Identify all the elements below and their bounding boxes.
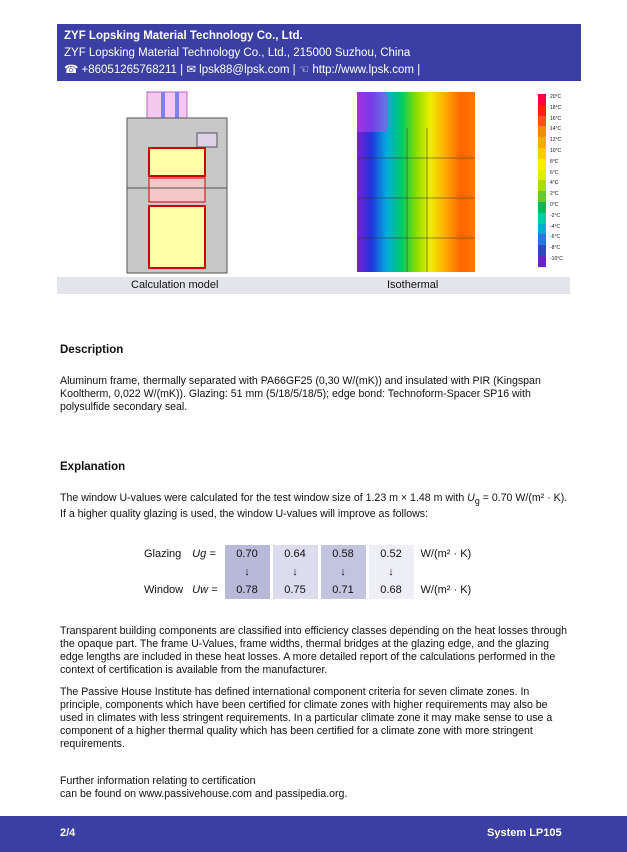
- ug-value: 0.58: [321, 545, 366, 563]
- explanation-title: Explanation: [60, 461, 126, 473]
- figure-captions: [57, 277, 570, 294]
- scale-label: -8°C: [550, 245, 561, 252]
- scale-label: 18°C: [550, 104, 562, 111]
- scale-swatch: [538, 116, 546, 127]
- scale-label: 14°C: [550, 126, 562, 133]
- scale-swatch: [538, 159, 546, 170]
- scale-label: 0°C: [550, 202, 559, 208]
- body-paragraph-2: The Passive House Institute has defined international component criteria for seven climate zones. In principle, components which have been certified for climate zones with higher requirements may also be used in climates with less stringent requirements. In a particular climate zone it may make sense to use a component of a higher thermal quality which has been certified for a climate zone with more stringent requirements.: [60, 686, 553, 750]
- web-address[interactable]: http://www.lpsk.com: [312, 64, 414, 76]
- further-info: Further information relating to certification can be found on www.passivehouse.com and passipedia.org.: [60, 775, 348, 800]
- scale-swatch: [538, 180, 546, 191]
- glazing-symbol: Ug =: [192, 548, 216, 560]
- scale-swatch: [538, 126, 546, 137]
- web-icon: ☜: [298, 64, 310, 76]
- scale-swatch: [538, 224, 546, 235]
- arrow-icon: ↓: [321, 563, 366, 581]
- scale-label: 6°C: [550, 169, 559, 176]
- isothermal-drawing: [357, 92, 475, 272]
- system-name: System LP105: [487, 827, 562, 839]
- scale-label: -6°C: [550, 234, 561, 241]
- ug-value: 0.70: [225, 545, 270, 563]
- description-title: Description: [60, 344, 124, 356]
- header-banner: [57, 24, 581, 81]
- scale-swatch: [538, 137, 546, 148]
- ug-value: 0.52: [369, 545, 414, 563]
- description-text: Aluminum frame, thermally separated with PA66GF25 (0,30 W/(mK)) and insulated with PIR (Kingspan Kooltherm, 0,022 W/(mK)). Glazing: 51 mm (5/18/5/18/5); edge bond: Technoform-Spacer SP16 with polysulfide secondary seal.: [60, 375, 541, 413]
- body-paragraph-1: Transparent building components are classified into efficiency classes depending on the heat losses through the opaque part. The frame U-Values, frame widths, thermal bridges at the glazing edge, and the glazing edge lengths are included in these heat losses. A more detailed report of the calculations performed in the context of certification is available from the manufacturer.: [60, 625, 568, 676]
- window-row: [140, 581, 475, 599]
- email-icon: ✉: [186, 64, 196, 76]
- scale-label: -4°C: [550, 223, 561, 230]
- uw-value: 0.78: [225, 581, 270, 599]
- window-symbol: Uw =: [192, 584, 218, 596]
- uw-value: 0.75: [273, 581, 318, 599]
- window-label: Window: [144, 584, 184, 596]
- scale-label: 4°C: [550, 180, 559, 187]
- scale-label: -2°C: [550, 212, 561, 219]
- arrow-icon: ↓: [225, 563, 270, 581]
- calculation-model-drawing: [127, 92, 227, 273]
- ug-value: 0.64: [273, 545, 318, 563]
- caption-isothermal: Isothermal: [387, 279, 439, 291]
- arrow-icon: ↓: [369, 563, 414, 581]
- company-name: ZYF Lopsking Material Technology Co., Ltd.: [64, 30, 303, 42]
- scale-label: 16°C: [550, 115, 562, 122]
- glazing-row: [140, 545, 475, 563]
- window-unit: W/(m² · K): [420, 584, 472, 596]
- scale-swatch: [538, 148, 546, 159]
- u-value-table: [137, 545, 478, 599]
- scale-swatch: [538, 213, 546, 224]
- scale-swatch: [538, 256, 546, 267]
- scale-swatch: [538, 94, 546, 105]
- caption-calculation-model: Calculation model: [131, 279, 219, 291]
- email-address[interactable]: lpsk88@lpsk.com: [199, 64, 290, 76]
- temperature-scale: [538, 94, 563, 267]
- phone-icon: ☎: [64, 64, 79, 76]
- arrow-row: [140, 563, 475, 581]
- scale-label: -10°C: [550, 256, 563, 262]
- scale-swatch: [538, 105, 546, 116]
- scale-label: 2°C: [550, 191, 559, 198]
- phone-number[interactable]: +8605126576821​1: [81, 64, 177, 76]
- glazing-label: Glazing: [144, 548, 182, 560]
- uw-value: 0.71: [321, 581, 366, 599]
- scale-label: 8°C: [550, 158, 559, 165]
- footer-bar: [0, 816, 627, 852]
- uw-value: 0.68: [369, 581, 414, 599]
- scale-swatch: [538, 234, 546, 245]
- glazing-unit: W/(m² · K): [420, 548, 472, 560]
- section-figures: [57, 88, 570, 276]
- scale-swatch: [538, 191, 546, 202]
- company-address: ZYF Lopsking Material Technology Co., Ltd., 215000 Suzhou, China: [64, 47, 411, 59]
- contact-line: ☎ +8605126576821​1 | ✉ lpsk88@lpsk.com | ☜ http://www.lpsk.com |: [64, 64, 421, 76]
- explanation-intro: The window U-values were calculated for the test window size of 1.23 m × 1.48 m with $U_g = 0.70$ W/(m² · K). If a higher quality glazing is used, the window U-values will improve as follows:: [60, 492, 568, 521]
- scale-label: 10°C: [550, 148, 562, 154]
- scale-swatch: [538, 202, 546, 213]
- scale-label: 20°C: [550, 94, 562, 100]
- page-number: 2/4: [60, 827, 76, 839]
- scale-swatch: [538, 170, 546, 181]
- arrow-icon: ↓: [273, 563, 318, 581]
- scale-swatch: [538, 245, 546, 256]
- scale-label: 12°C: [550, 137, 562, 144]
